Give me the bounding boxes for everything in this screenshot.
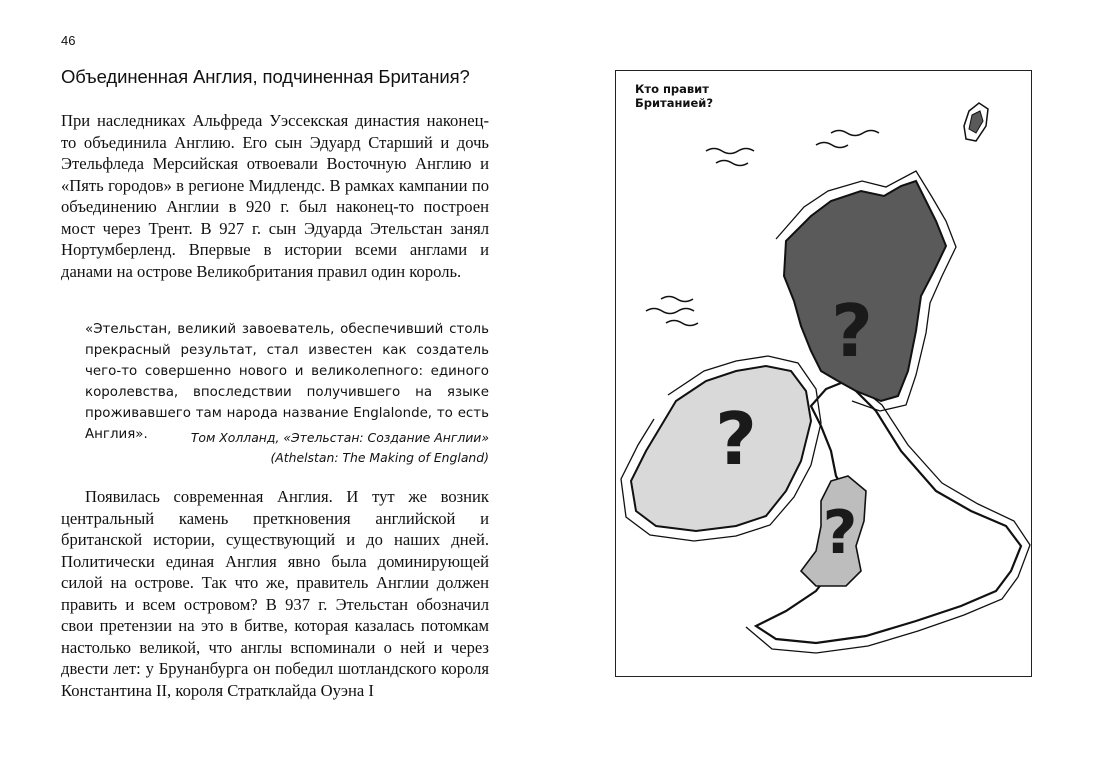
wave (716, 161, 748, 166)
wave (661, 297, 693, 302)
paragraph-2: Появилась современная Англия. И тут же возник центральный камень преткновения английской и британской истории, существующий и до наших дней. Политически единая Англия явно была доминирующей силой на острове. Так что же, правитель Англии должен править и всем островом? В 937 г. Этельстан обозначил свои претензии на это в битве, которая казалась потомкам настолько великой, что англы вспоминали о ней и через двести лет: у Брунанбурга он победил шотландского короля Константина II, короля Стратклайда Оуэна I (61, 487, 489, 700)
wave (831, 131, 879, 136)
map-figure (615, 70, 1032, 677)
question-mark-scotland: ? (831, 289, 873, 373)
section-heading: Объединенная Англия, подчиненная Британия? (61, 66, 470, 87)
wave (666, 321, 698, 326)
attribution-line-2: (Athelstan: The Making of England) (270, 449, 489, 465)
wave (706, 149, 754, 154)
wave (646, 309, 694, 314)
block-quote: «Этельстан, великий завоеватель, обеспечивший столь прекрасный результат, стал известен как создатель чего-то совершенно нового и великолепного: единого королевства, впоследствии получившего на языке проживавшего там народа название Englalonde, то есть Англия». (85, 322, 489, 442)
wave (816, 143, 848, 148)
attribution-line-1: Том Холланд, «Этельстан: Создание Англии» (190, 430, 489, 445)
question-mark-wales: ? (822, 498, 858, 568)
paragraph-1: При наследниках Альфреда Уэссекская династия наконец-то объединила Англию. Его сын Эдуард Старший и дочь Этельфледа Мерсийская отвоевали Восточную Англию и «Пять городов» в регионе Мидлендс. В рамках кампании по объединению Англии в 920 г. был наконец-то построен мост через Трент. В 927 г. сын Эдуарда Этельстан занял Нортумберленд. Впервые в истории всеми англами и данами на острове Великобритания правил один король. (61, 111, 489, 281)
british-isles-map (616, 71, 1032, 677)
figure-caption: Кто правит Британией? (635, 82, 714, 110)
question-mark-ireland: ? (715, 397, 757, 481)
page-number: 46 (61, 33, 76, 48)
quote-attribution (150, 428, 489, 467)
shetland-island (969, 111, 983, 133)
